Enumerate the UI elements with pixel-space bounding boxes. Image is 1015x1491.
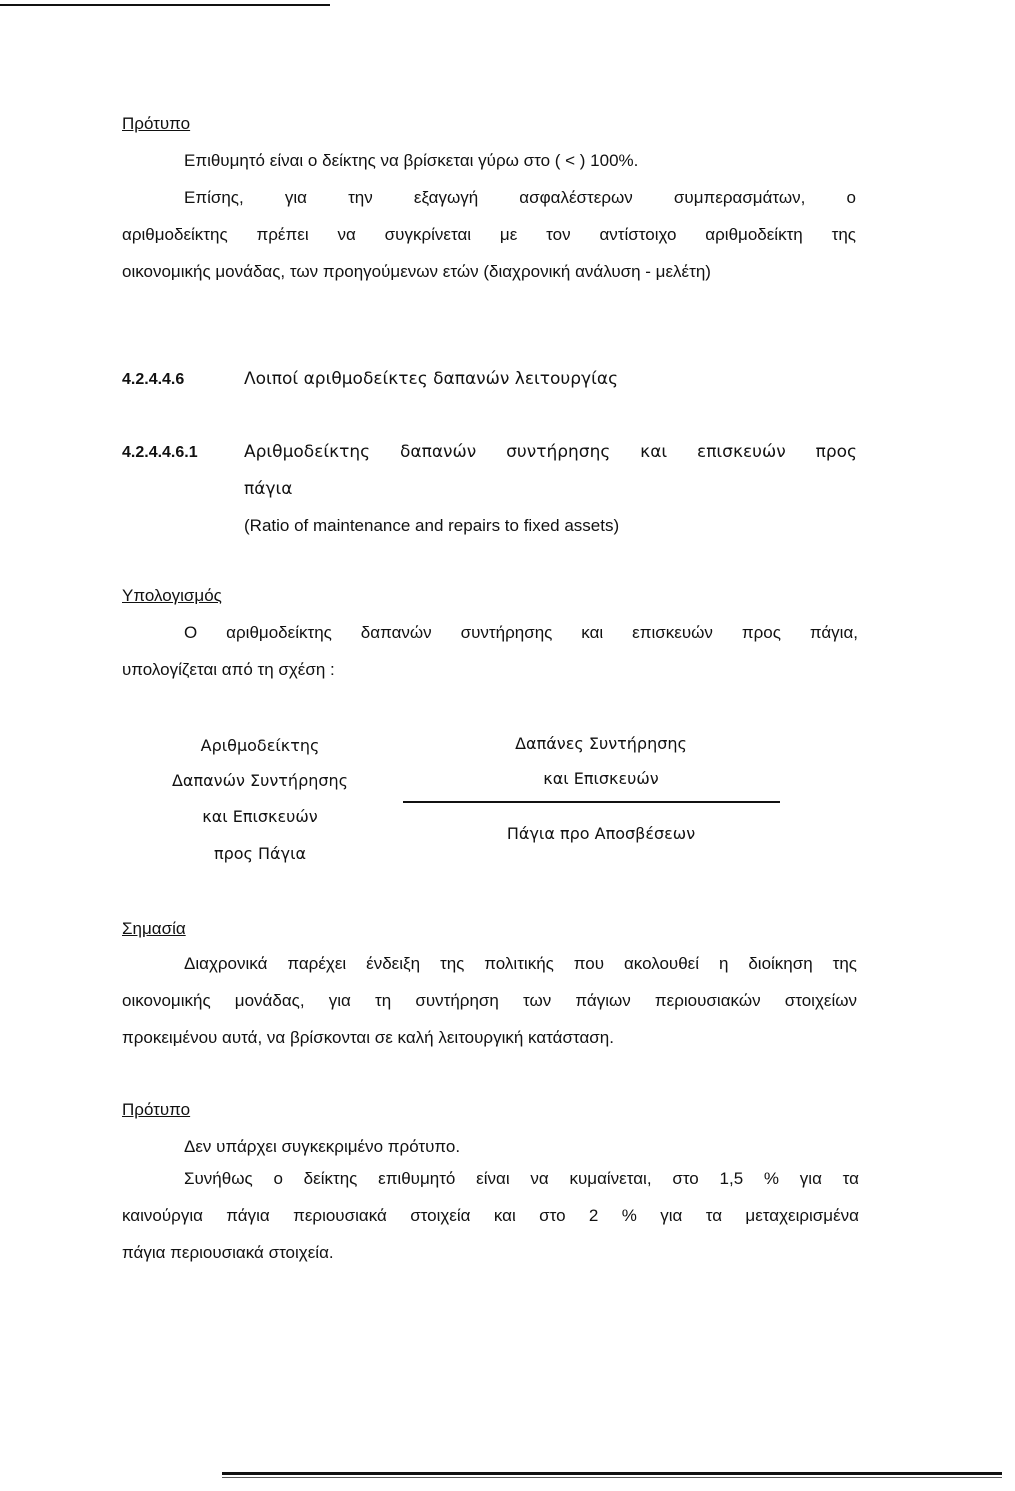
top-rule xyxy=(0,4,330,6)
formula-lhs-line: και Επισκευών xyxy=(202,807,318,826)
paragraph-line: προκειμένου αυτά, να βρίσκονται σε καλή λειτουργική κατάσταση. xyxy=(122,1028,614,1047)
formula-lhs-line: Αριθμοδείκτης xyxy=(200,736,320,755)
paragraph-line: Διαχρονικά παρέχει ένδειξη της πολιτικής που ακολουθεί η διοίκηση της xyxy=(184,954,857,973)
paragraph-line: Ο αριθμοδείκτης δαπανών συντήρησης και επισκευών προς πάγια, xyxy=(184,623,858,642)
section-title-cont: πάγια xyxy=(244,479,293,499)
section-title: Λοιποί αριθμοδείκτες δαπανών λειτουργίας xyxy=(244,369,619,389)
formula-lhs-line: Δαπανών Συντήρησης xyxy=(171,771,349,790)
heading-simasia: Σημασία xyxy=(122,919,186,938)
paragraph-line: καινούργια πάγια περιουσιακά στοιχεία και στο 2 % για τα μεταχειρισμένα xyxy=(122,1206,859,1225)
heading-pretypo-2: Πρότυπο xyxy=(122,1100,191,1119)
paragraph-line: πάγια περιουσιακά στοιχεία. xyxy=(122,1243,334,1262)
bottom-rule xyxy=(222,1472,1002,1475)
formula-numerator-line: Δαπάνες Συντήρησης xyxy=(515,734,687,753)
bottom-rule-thin xyxy=(222,1477,1002,1478)
paragraph-line: υπολογίζεται από τη σχέση : xyxy=(122,660,335,679)
section-english-title: (Ratio of maintenance and repairs to fixed assets) xyxy=(244,516,620,535)
section-number: 4.2.4.4.6 xyxy=(122,371,185,388)
heading-ypologismos: Υπολογισμός xyxy=(122,586,222,605)
section-title: Αριθμοδείκτης δαπανών συντήρησης και επισκευών προς xyxy=(244,442,857,462)
paragraph-line: Δεν υπάρχει συγκεκριμένο πρότυπο. xyxy=(184,1137,461,1156)
paragraph-line: Επιθυμητό είναι ο δείκτης να βρίσκεται γύρω στο ( < ) 100%. xyxy=(184,151,639,170)
paragraph-line: οικονομικής μονάδας, των προηγούμενων ετών (διαχρονική ανάλυση - μελέτη) xyxy=(122,262,711,281)
heading-pretypo-1: Πρότυπο xyxy=(122,114,191,133)
paragraph-line: οικονομικής μονάδας, για τη συντήρηση των πάγιων περιουσιακών στοιχείων xyxy=(122,991,857,1010)
paragraph-line: Επίσης, για την εξαγωγή ασφαλέστερων συμπερασμάτων, ο xyxy=(184,188,856,207)
formula-denominator: Πάγια προ Αποσβέσεων xyxy=(506,824,696,843)
paragraph-line: αριθμοδείκτης πρέπει να συγκρίνεται με τον αντίστοιχο αριθμοδείκτη της xyxy=(122,225,856,244)
paragraph-line: Συνήθως ο δείκτης επιθυμητό είναι να κυμαίνεται, στο 1,5 % για τα xyxy=(184,1169,859,1188)
formula-lhs-line: προς Πάγια xyxy=(213,844,307,863)
section-number: 4.2.4.4.6.1 xyxy=(122,444,198,461)
fraction-bar xyxy=(403,801,780,803)
formula-numerator-line: και Επισκευών xyxy=(543,769,659,788)
